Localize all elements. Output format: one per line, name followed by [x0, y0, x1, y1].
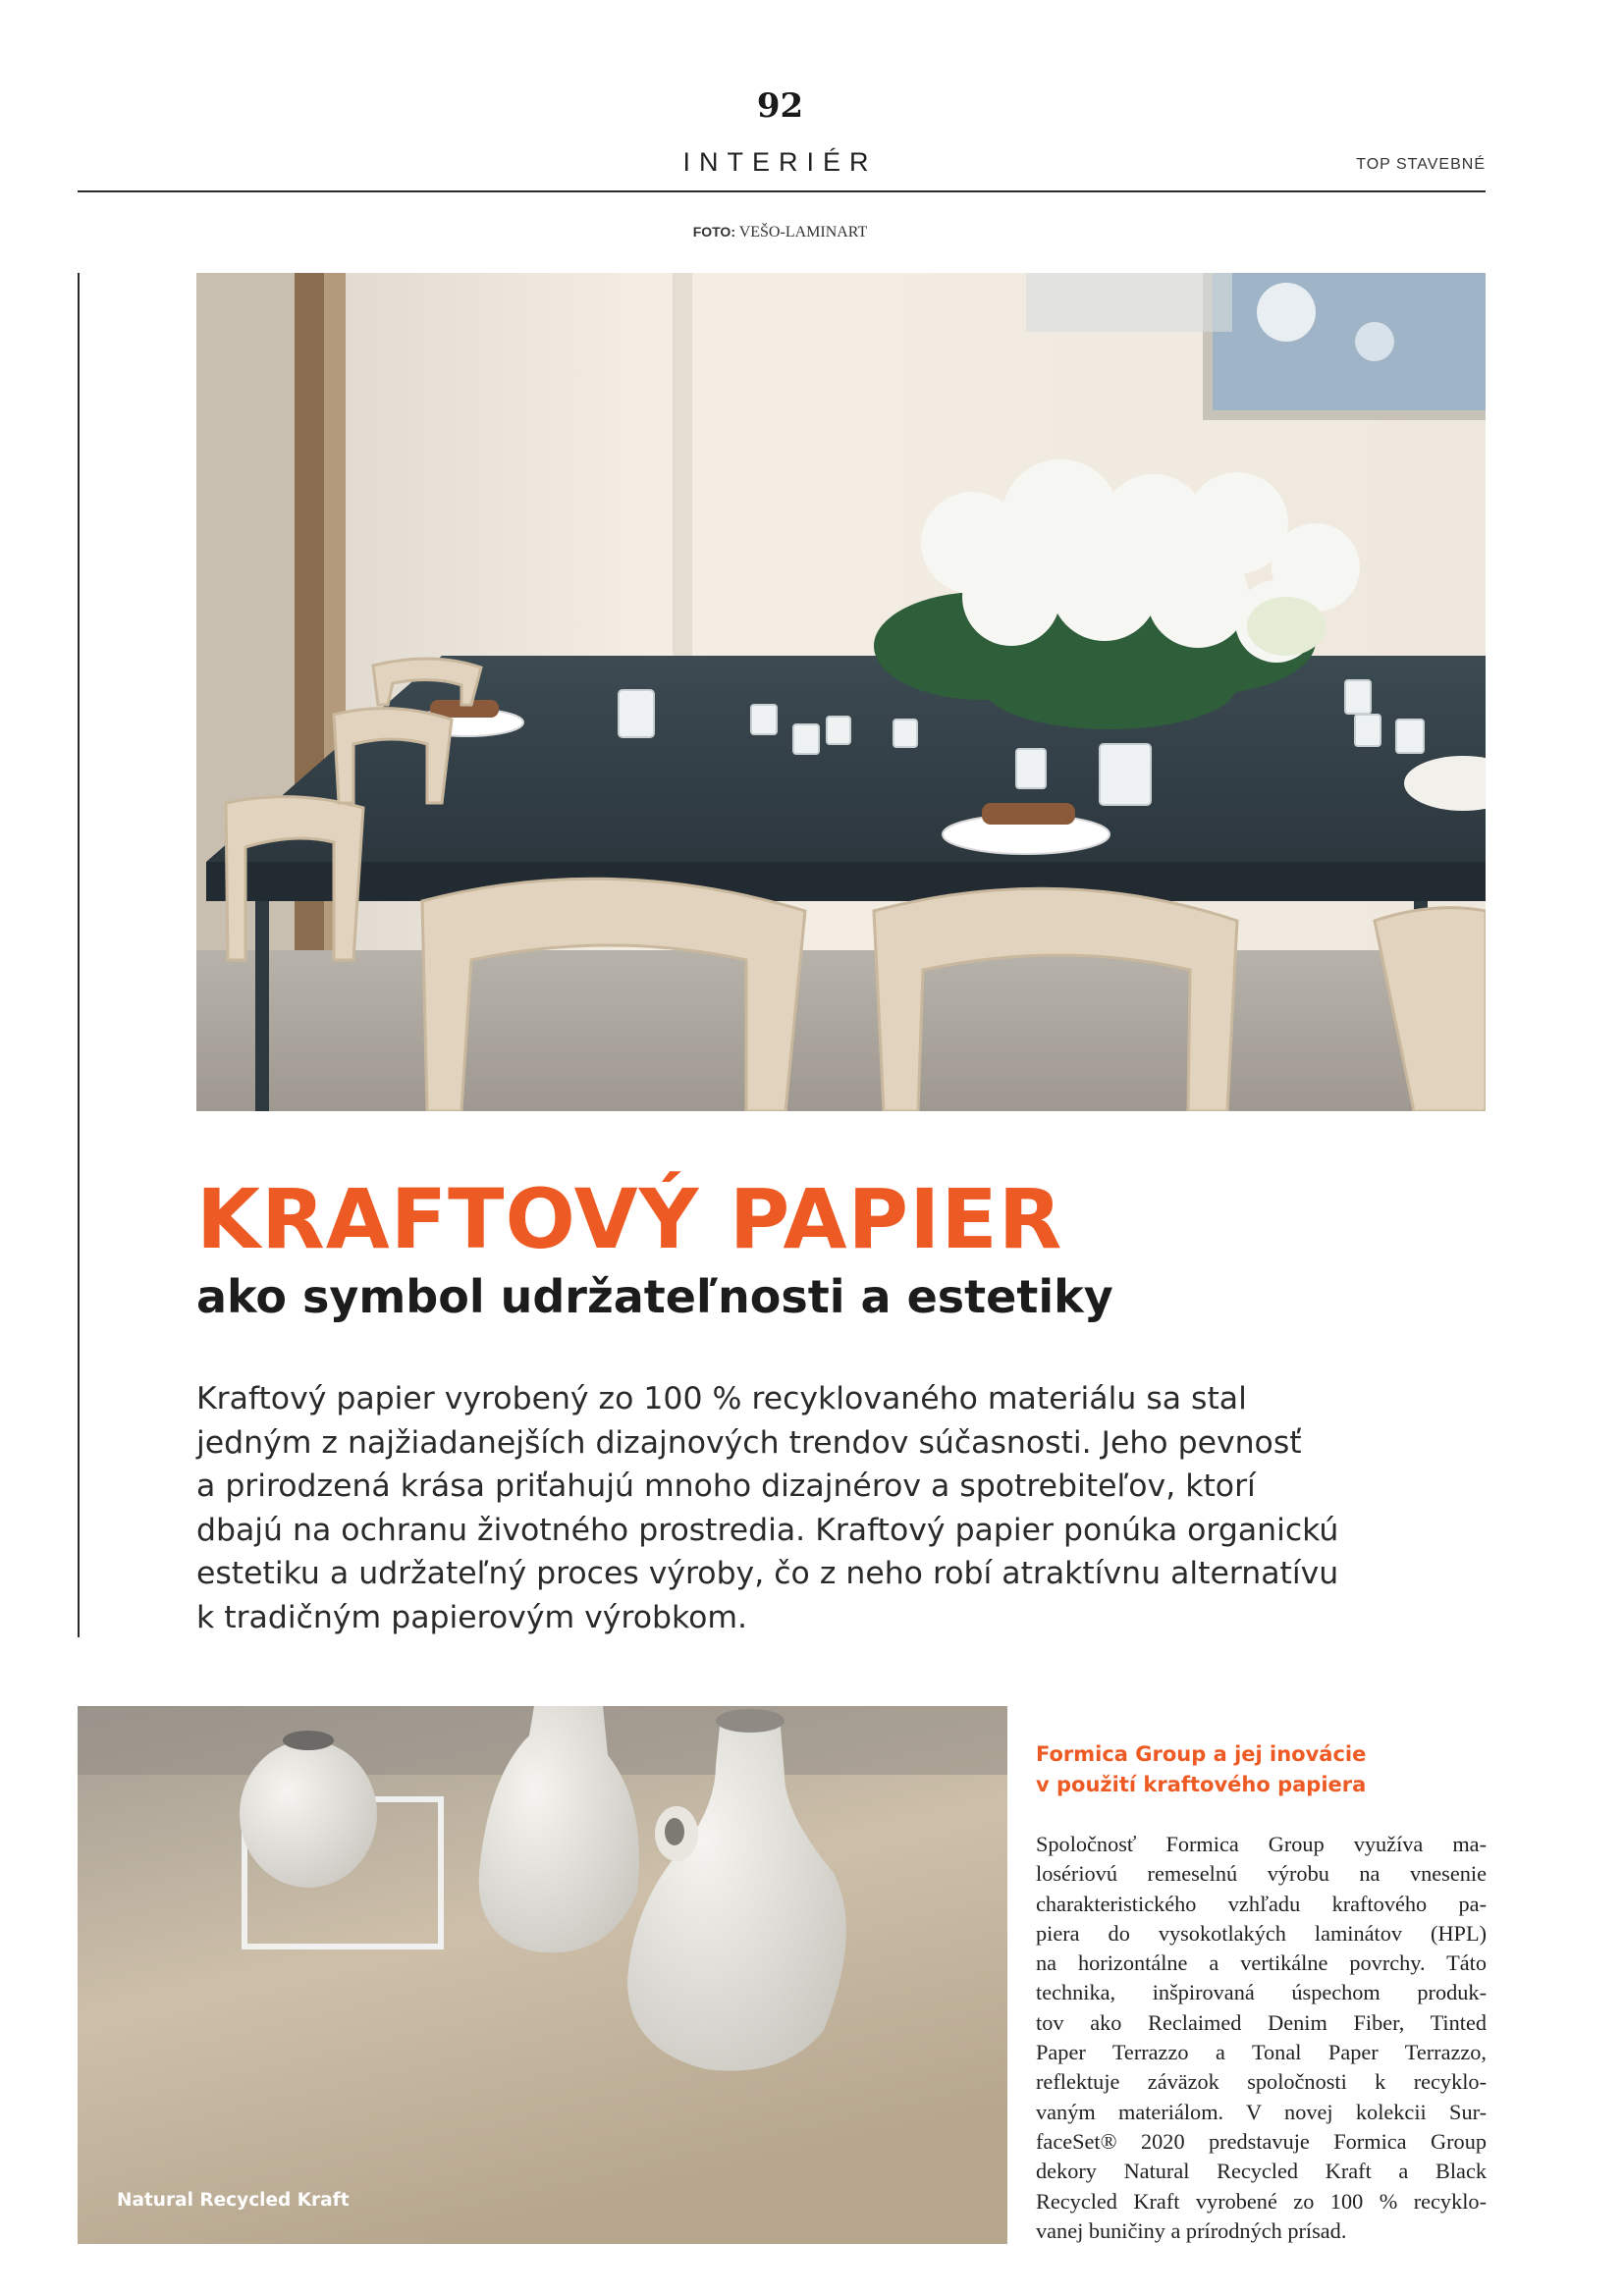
page-number: 92	[756, 86, 804, 126]
sidebar-body-line: tov ako Reclaimed Denim Fiber, Tinted	[1036, 2009, 1487, 2035]
sidebar-body-line: Paper Terrazzo a Tonal Paper Terrazzo,	[1036, 2040, 1487, 2065]
lead-line: Kraftový papier vyrobený zo 100 % recyklovaného materiálu sa stal	[196, 1381, 1247, 1416]
side-rule	[78, 273, 80, 1637]
dining-room-photo	[196, 273, 1486, 1111]
article-subtitle: ako symbol udržateľnosti a estetiky	[196, 1270, 1113, 1323]
lead-line: k tradičným papierovým výrobkom.	[196, 1599, 748, 1635]
sidebar-body-line: vanej buničiny a prírodných prísad.	[1036, 2217, 1347, 2243]
article-title: KRAFTOVÝ PAPIER	[196, 1171, 1063, 1267]
sidebar-body-line: Recycled Kraft vyrobené zo 100 % recyklo-	[1036, 2188, 1487, 2214]
photo-credit-label: FOTO:	[692, 224, 735, 240]
sidebar-body-line: reflektuje záväzok spoločnosti k recyklo-	[1036, 2069, 1487, 2095]
section-title: INTERIÉR	[682, 147, 878, 177]
lead-line: a prirodzená krása priťahujú mnoho dizajnérov a spotrebiteľov, ktorí	[196, 1468, 1256, 1504]
article-lead	[196, 1377, 1473, 1639]
header-divider	[78, 190, 1486, 192]
sidebar-body-line: piera do vysokotlakých laminátov (HPL)	[1036, 1920, 1487, 1946]
magazine-name: TOP STAVEBNÉ	[1356, 156, 1486, 173]
vase-photo	[78, 1706, 1007, 2244]
lead-line: dbajú na ochranu životného prostredia. Kraftový papier ponúka organickú	[196, 1512, 1339, 1548]
vase-caption: Natural Recycled Kraft	[117, 2190, 350, 2211]
photo-credit-name: VEŠO-LAMINART	[738, 224, 868, 240]
lead-line: jedným z najžiadanejších dizajnových trendov súčasnosti. Jeho pevnosť	[196, 1424, 1302, 1461]
sidebar-body-line: na horizontálne a vertikálne povrchy. Táto	[1036, 1950, 1487, 1976]
sidebar-body-line: vaným materiálom. V novej kolekcii Sur-	[1036, 2099, 1487, 2124]
sidebar-body-line: charakteristického vzhľadu kraftového pa-	[1036, 1891, 1487, 1916]
sidebar-body-line: technika, inšpirovaná úspechom produk-	[1036, 1980, 1487, 2005]
sidebar-title-line: Formica Group a jej inovácie	[1036, 1742, 1367, 1766]
sidebar-title-line: v použití kraftového papiera	[1036, 1773, 1367, 1796]
photo-credit	[0, 224, 1560, 241]
sidebar-body-line: faceSet® 2020 predstavuje Formica Group	[1036, 2128, 1487, 2154]
sidebar-body-line: losériovú remeselnú výrobu na vnesenie	[1036, 1861, 1487, 1887]
sidebar-body-line: Spoločnosť Formica Group využíva ma-	[1036, 1832, 1487, 1856]
sidebar-body	[1036, 1830, 1487, 2246]
sidebar-title	[1036, 1739, 1488, 1800]
sidebar-body-line: dekory Natural Recycled Kraft a Black	[1036, 2159, 1487, 2184]
lead-line: estetiku a udržateľný proces výroby, čo z neho robí atraktívnu alternatívu	[196, 1556, 1339, 1591]
